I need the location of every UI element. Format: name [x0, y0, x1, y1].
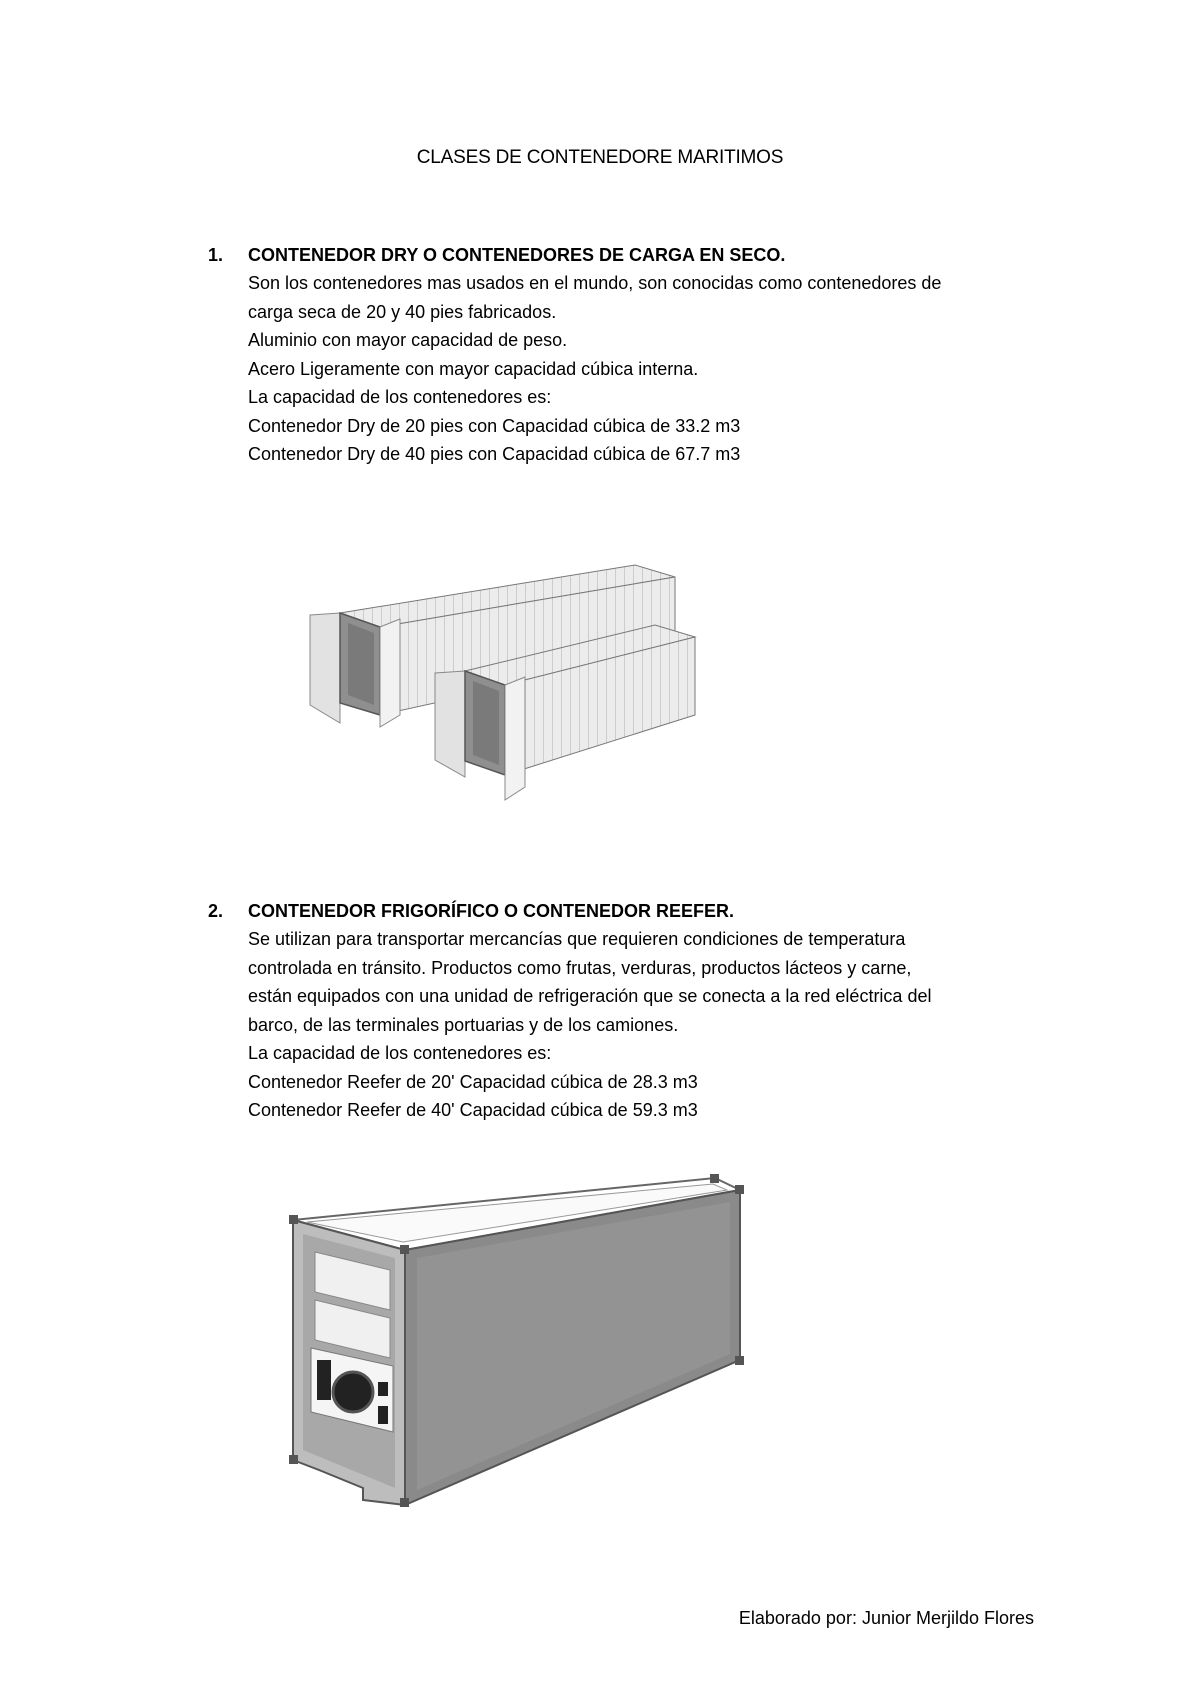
section-body: [248, 269, 1088, 469]
section-heading: [208, 241, 1088, 269]
section-title: CONTENEDOR FRIGORÍFICO O CONTENEDOR REEFER.: [248, 901, 735, 921]
body-line: Contenedor Dry de 40 pies con Capacidad cúbica de 67.7 m3: [248, 444, 741, 464]
page-title: CLASES DE CONTENEDORE MARITIMOS: [416, 147, 784, 168]
section-title: CONTENEDOR DRY O CONTENEDORES DE CARGA EN SECO.: [248, 245, 786, 265]
section-number: 1.: [208, 245, 224, 265]
section-body: [248, 925, 1088, 1125]
body-line: barco, de las terminales portuarias y de los camiones.: [248, 1014, 679, 1035]
body-line: carga seca de 20 y 40 pies fabricados.: [248, 301, 557, 322]
body-line: Acero Ligeramente con mayor capacidad cúbica interna.: [248, 358, 699, 379]
body-line: Contenedor Dry de 20 pies con Capacidad cúbica de 33.2 m3: [248, 415, 741, 436]
section-heading: [208, 897, 1088, 925]
body-line: Contenedor Reefer de 20' Capacidad cúbica de 28.3 m3: [248, 1071, 698, 1092]
body-line: La capacidad de los contenedores es:: [248, 1043, 552, 1063]
dry-containers-illustration: [300, 555, 720, 825]
section-reefer-container: [208, 897, 1088, 1125]
section-number: 2.: [208, 901, 224, 921]
body-line: Aluminio con mayor capacidad de peso.: [248, 330, 568, 350]
body-line: Se utilizan para transportar mercancías que requieren condiciones de temperatura: [248, 929, 906, 949]
body-line: La capacidad de los contenedores es:: [248, 387, 552, 407]
reefer-container-illustration: [285, 1170, 760, 1510]
body-line: están equipados con una unidad de refrigeración que se conecta a la red eléctrica del: [248, 986, 932, 1006]
body-line: controlada en tránsito. Productos como frutas, verduras, productos lácteos y carne,: [248, 957, 912, 978]
body-line: Son los contenedores mas usados en el mundo, son conocidas como contenedores de: [248, 273, 942, 293]
author-footer: Elaborado por: Junior Merjildo Flores: [738, 1608, 1034, 1628]
body-line: Contenedor Reefer de 40' Capacidad cúbica de 59.3 m3: [248, 1100, 698, 1120]
section-dry-container: [208, 241, 1088, 469]
